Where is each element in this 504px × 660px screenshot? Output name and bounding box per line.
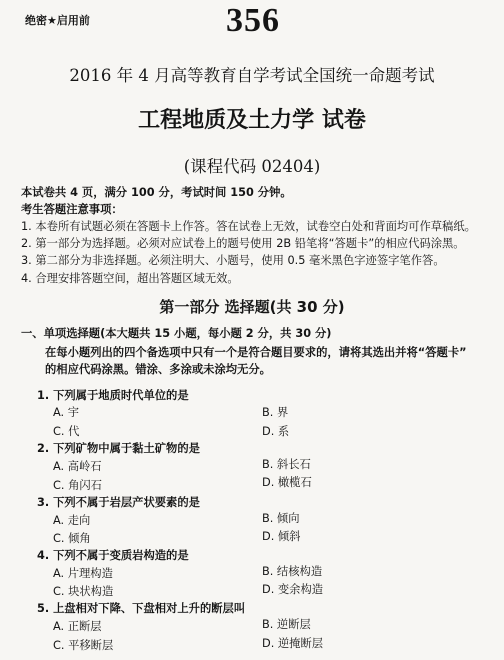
option-b: B. 结核构造 bbox=[262, 565, 323, 578]
option-d: D. 逆掩断层 bbox=[262, 637, 324, 650]
question-stem: 4. 下列不属于变质岩构造的是 bbox=[37, 549, 189, 562]
option-b: B. 逆断层 bbox=[262, 618, 311, 631]
option-c: C. 倾角 bbox=[53, 532, 91, 545]
confidential-label: 绝密★启用前 bbox=[25, 14, 90, 27]
exam-code-number: 356 bbox=[226, 2, 280, 39]
option-d: D. 系 bbox=[262, 425, 290, 438]
question-stem: 2. 下列矿物中属于黏土矿物的是 bbox=[37, 442, 200, 455]
exam-info-line: 本试卷共 4 页，满分 100 分，考试时间 150 分钟。 bbox=[21, 186, 292, 199]
option-c: C. 块状构造 bbox=[53, 585, 114, 598]
section-title: 一、单项选择题(本大题共 15 小题，每小题 2 分，共 30 分) bbox=[21, 327, 332, 340]
section-instruction: 在每小题列出的四个备选项中只有一个是符合题目要求的，请将其选出并将“答题卡” bbox=[45, 346, 467, 359]
subject-title: 工程地质及土力学 试卷 bbox=[138, 108, 366, 133]
option-a: A. 正断层 bbox=[53, 620, 102, 633]
option-c: C. 平移断层 bbox=[53, 639, 114, 652]
option-b: B. 倾向 bbox=[262, 512, 300, 525]
note-item: 4. 合理安排答题空间，超出答题区域无效。 bbox=[21, 272, 239, 285]
part-one-title: 第一部分 选择题(共 30 分) bbox=[159, 298, 345, 316]
notes-title: 考生答题注意事项： bbox=[21, 203, 123, 216]
option-d: D. 变余构造 bbox=[262, 583, 324, 596]
note-item: 1. 本卷所有试题必须在答题卡上作答。答在试卷上无效，试卷空白处和背面均可作草稿纸。 bbox=[21, 220, 476, 233]
note-item: 2. 第一部分为选择题。必须对应试卷上的题号使用 2B 铅笔将“答题卡”的相应代码涂黑。 bbox=[21, 237, 465, 250]
option-b: B. 斜长石 bbox=[262, 458, 311, 471]
option-a: A. 片理构造 bbox=[53, 567, 113, 580]
option-c: C. 代 bbox=[53, 425, 80, 438]
option-a: A. 宇 bbox=[53, 406, 80, 419]
option-a: A. 高岭石 bbox=[53, 460, 102, 473]
course-code: (课程代码 02404) bbox=[183, 157, 321, 176]
question-stem: 5. 上盘相对下降、下盘相对上升的断层叫 bbox=[37, 602, 246, 615]
option-c: C. 角闪石 bbox=[53, 479, 102, 492]
option-b: B. 界 bbox=[262, 406, 289, 419]
section-instruction: 的相应代码涂黑。错涂、多涂或未涂均无分。 bbox=[45, 363, 271, 376]
question-stem: 1. 下列属于地质时代单位的是 bbox=[37, 389, 189, 402]
exam-title-line: 2016 年 4 月高等教育自学考试全国统一命题考试 bbox=[69, 66, 435, 85]
option-a: A. 走向 bbox=[53, 514, 91, 527]
option-d: D. 倾斜 bbox=[262, 530, 301, 543]
option-d: D. 橄榄石 bbox=[262, 476, 312, 489]
note-item: 3. 第二部分为非选择题。必须注明大、小题号，使用 0.5 毫米黑色字迹签字笔作答。 bbox=[21, 254, 445, 267]
question-stem: 3. 下列不属于岩层产状要素的是 bbox=[37, 496, 200, 509]
